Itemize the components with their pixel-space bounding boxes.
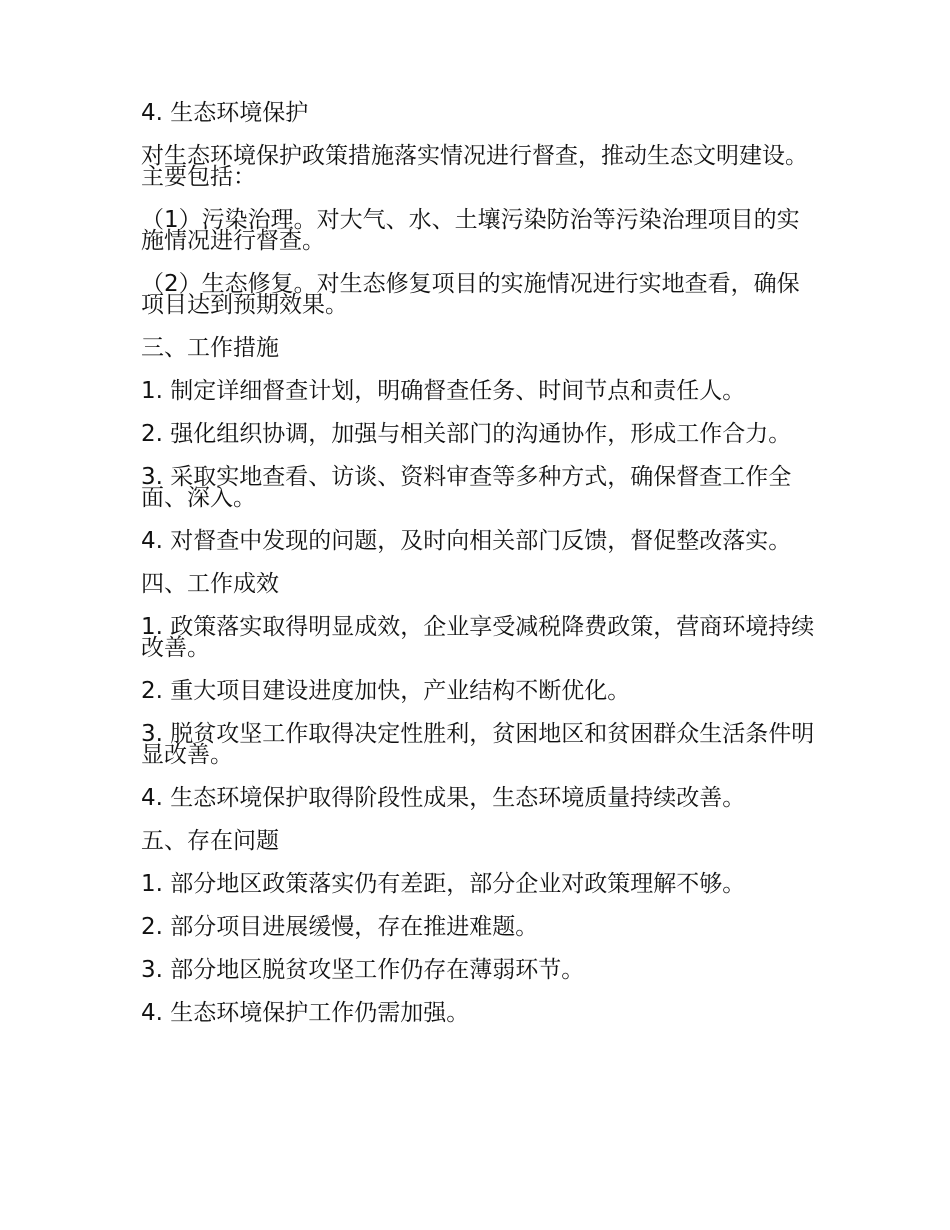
result-item-1: 1. 政策落实取得明显成效，企业享受减税降费政策，营商环境持续改善。 xyxy=(141,614,815,661)
measure-item-2: 2. 强化组织协调，加强与相关部门的沟通协作，形成工作合力。 xyxy=(141,421,792,447)
section-heading-ecology: 4. 生态环境保护 xyxy=(141,100,309,126)
paragraph-pollution-control: （1）污染治理。对大气、水、土壤污染防治等污染治理项目的实施情况进行督查。 xyxy=(141,207,800,254)
measure-item-3: 3. 采取实地查看、访谈、资料审查等多种方式，确保督查工作全面、深入。 xyxy=(141,464,792,511)
result-item-3: 3. 脱贫攻坚工作取得决定性胜利，贫困地区和贫困群众生活条件明显改善。 xyxy=(141,721,815,768)
result-item-4: 4. 生态环境保护取得阶段性成果，生态环境质量持续改善。 xyxy=(141,785,746,811)
problem-item-2: 2. 部分项目进展缓慢，存在推进难题。 xyxy=(141,914,539,940)
section-heading-results: 四、工作成效 xyxy=(141,571,279,597)
measure-item-4: 4. 对督查中发现的问题，及时向相关部门反馈，督促整改落实。 xyxy=(141,528,792,554)
section-heading-measures: 三、工作措施 xyxy=(141,335,279,361)
problem-item-3: 3. 部分地区脱贫攻坚工作仍存在薄弱环节。 xyxy=(141,957,585,983)
paragraph-ecology-intro: 对生态环境保护政策措施落实情况进行督查，推动生态文明建设。主要包括： xyxy=(141,143,808,190)
problem-item-1: 1. 部分地区政策落实仍有差距，部分企业对政策理解不够。 xyxy=(141,871,746,897)
result-item-2: 2. 重大项目建设进度加快，产业结构不断优化。 xyxy=(141,678,631,704)
paragraph-ecological-restoration: （2）生态修复。对生态修复项目的实施情况进行实地查看，确保项目达到预期效果。 xyxy=(141,271,800,318)
section-heading-problems: 五、存在问题 xyxy=(141,828,279,854)
problem-item-4: 4. 生态环境保护工作仍需加强。 xyxy=(141,1000,470,1026)
measure-item-1: 1. 制定详细督查计划，明确督查任务、时间节点和责任人。 xyxy=(141,378,746,404)
document-body xyxy=(141,100,821,1026)
